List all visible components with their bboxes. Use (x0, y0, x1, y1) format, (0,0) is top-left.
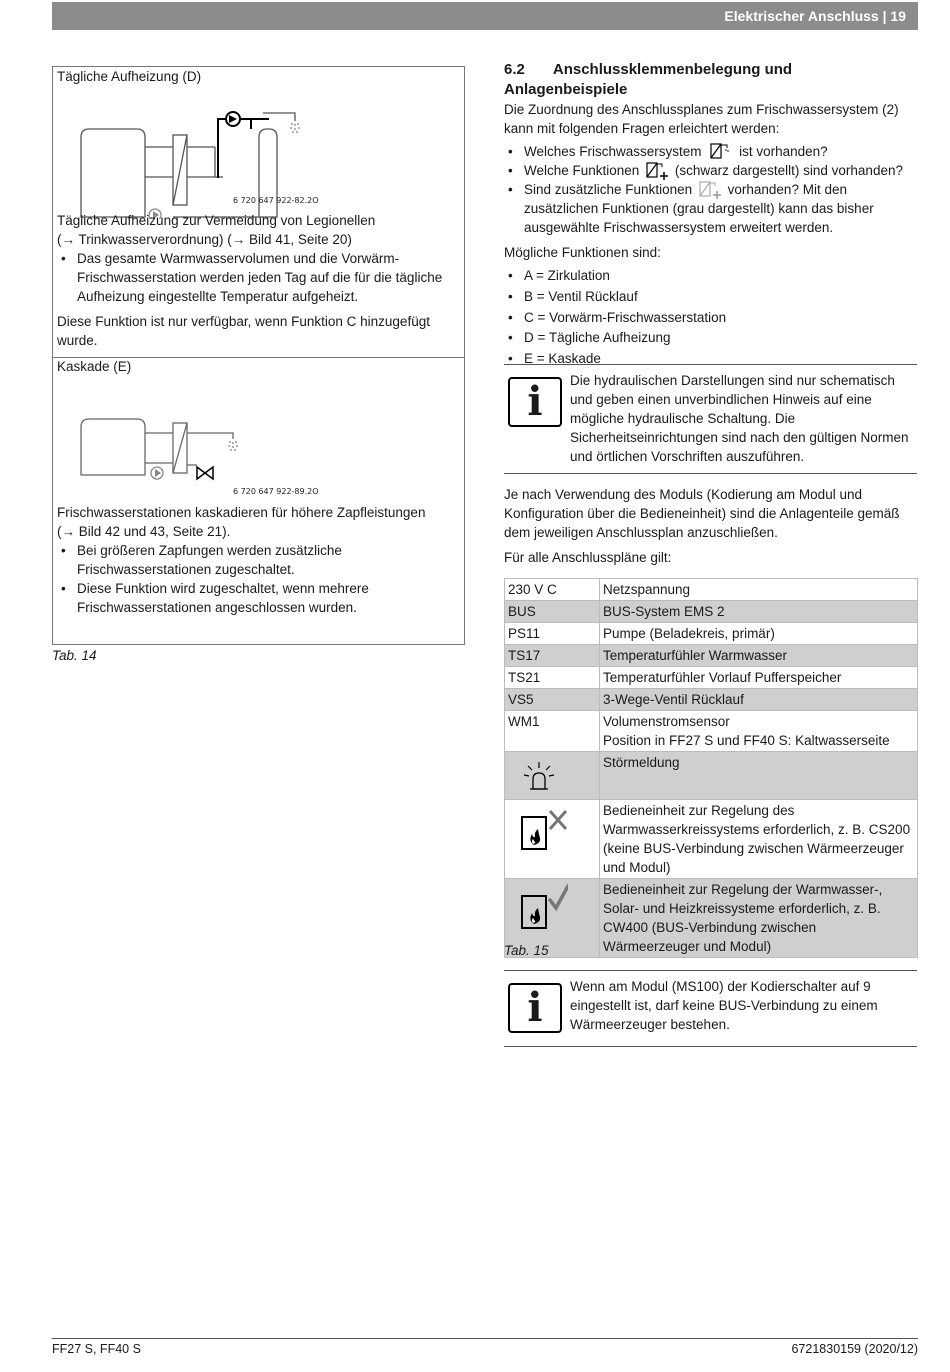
section-number: 6.2 (504, 61, 525, 78)
row-d-note: Diese Funktion ist nur verfügbar, wenn Funktion C hinzugefügt wurde. (57, 314, 430, 348)
info-text: Wenn am Modul (MS100) der Kodierschalter auf 9 eingestellt ist, darf keine BUS-Verbindung zu einem Wärmeerzeuger bestehen. (570, 979, 878, 1032)
section-heading (504, 60, 918, 100)
question-text: vorhanden? Mit den zusätzlichen Funktionen (grau dargestellt) kann das bisher ausgewählte Frischwassersystem erweitert werden. (524, 182, 874, 235)
info-box-hydraulic (504, 364, 917, 474)
table-row (505, 645, 918, 667)
valve-icon (197, 467, 213, 479)
section-title: Anschlussklemmenbelegung und Anlagenbeispiele (504, 61, 793, 98)
table-cell-value (600, 711, 918, 752)
row-e-figure-code: 6 720 647 922-89.2O (233, 487, 319, 496)
row-d-desc-line2: (→ Trinkwasserverordnung) (→ Bild 41, Seite 20) (57, 232, 352, 247)
table-row (505, 601, 918, 623)
table-cell-key (505, 752, 600, 800)
table-cell-value: Bedieneinheit zur Regelung der Warmwasser-, Solar- und Heizkreissysteme erforderlich, z. B. CW400 (BUS-Verbindung zwischen Wärmeerzeuger und Modul) (600, 879, 918, 958)
list-item: • Diese Funktion wird zugeschaltet, wenn mehrere Frischwasserstationen angeschlossen wurden. (57, 579, 461, 617)
question-system (504, 142, 918, 161)
functions-label: Mögliche Funktionen sind: (504, 245, 661, 260)
table-cell-value: Temperaturfühler Warmwasser (600, 645, 918, 667)
cell-line: Position in FF27 S und FF40 S: Kaltwasserseite (603, 733, 890, 748)
cascade-diagram (73, 413, 273, 483)
table-cell-value: 3-Wege-Ventil Rücklauf (600, 689, 918, 711)
function-item: • B = Ventil Rücklauf (504, 287, 918, 308)
row-d-desc-line1: Tägliche Aufheizung zur Vermeidung von Legionellen (57, 213, 376, 228)
question-additional (504, 180, 918, 237)
table-cell-value: BUS-System EMS 2 (600, 601, 918, 623)
table-15-caption: Tab. 15 (504, 943, 549, 958)
functions-gray-icon (698, 181, 722, 199)
question-text: Sind zusätzliche Funktionen (524, 182, 693, 197)
table-row (505, 689, 918, 711)
function-table (52, 66, 465, 645)
info-icon: i (508, 983, 562, 1033)
question-text: (schwarz dargestellt) sind vorhanden? (674, 163, 903, 178)
table-cell-key: TS21 (505, 667, 600, 689)
controller-no-bus-icon (508, 801, 568, 853)
table-cell-key: PS11 (505, 623, 600, 645)
function-item: • A = Zirkulation (504, 266, 918, 287)
table-14-caption: Tab. 14 (52, 648, 97, 663)
question-text: ist vorhanden? (739, 144, 828, 159)
footer-rule (52, 1338, 918, 1339)
info-box-coding-switch (504, 970, 917, 1047)
info-text: Die hydraulischen Darstellungen sind nur schematisch und geben einen unverbindlichen Hinweis auf eine mögliche hydraulische Schaltung. Die Sicherheitseinrichtungen sind nach den gültigen Normen und örtlichen Vorschriften auszuführen. (570, 373, 909, 464)
list-item: • Bei größeren Zapfungen werden zusätzliche Frischwasserstationen zugeschaltet. (57, 541, 461, 579)
question-text: Welches Frischwassersystem (524, 144, 702, 159)
table-row (505, 879, 918, 958)
row-divider (53, 357, 464, 358)
table-cell-value: Temperaturfühler Vorlauf Pufferspeicher (600, 667, 918, 689)
table-row (505, 623, 918, 645)
function-item: • C = Vorwärm-Frischwasserstation (504, 308, 918, 329)
row-e-desc-line2: (→ Bild 42 und 43, Seite 21). (57, 524, 231, 539)
table-cell-value: Pumpe (Beladekreis, primär) (600, 623, 918, 645)
row-d-figure-code: 6 720 647 922-82.2O (233, 196, 319, 205)
table-row (505, 800, 918, 879)
section-intro: Die Zuordnung des Anschlussplanes zum Frischwassersystem (2) kann mit folgenden Fragen erleichtert werden: (504, 102, 899, 136)
functions-black-icon (645, 162, 669, 180)
table-cell-value: Netzspannung (600, 579, 918, 601)
connection-table (504, 578, 918, 958)
row-e-desc-line1: Frischwasserstationen kaskadieren für höhere Zapfleistungen (57, 505, 426, 520)
table-cell-key (505, 800, 600, 879)
info-icon: i (508, 377, 562, 427)
function-item: • D = Tägliche Aufheizung (504, 328, 918, 349)
table-cell-key: TS17 (505, 645, 600, 667)
table-row (505, 752, 918, 800)
row-d-title: Tägliche Aufheizung (D) (57, 69, 202, 84)
function-item: • E = Kaskade (504, 349, 918, 370)
section-6-2 (504, 60, 918, 370)
table-row (505, 579, 918, 601)
page-header (52, 2, 918, 30)
table-cell-key: BUS (505, 601, 600, 623)
table-row (505, 667, 918, 689)
footer-doc-number: 6721830159 (2020/12) (791, 1342, 918, 1356)
footer-model: FF27 S, FF40 S (52, 1342, 141, 1356)
table-cell-key: WM1 (505, 711, 600, 752)
table-cell-key: VS5 (505, 689, 600, 711)
question-text: Welche Funktionen (524, 163, 640, 178)
cell-line: Volumenstromsensor (603, 714, 730, 729)
alarm-light-icon (508, 753, 568, 793)
usage-paragraph: Je nach Verwendung des Moduls (Kodierung am Modul und Konfiguration über die Bedieneinheit) sind die Anlagenteile gemäß dem jeweiligen Anschlussplan anzuschließen. (504, 487, 900, 540)
table-cell-value: Störmeldung (600, 752, 918, 800)
fresh-water-system-icon (709, 143, 731, 159)
controller-bus-icon (508, 880, 568, 932)
all-plans-label: Für alle Anschlusspläne gilt: (504, 550, 672, 565)
header-title: Elektrischer Anschluss | 19 (724, 8, 906, 24)
table-cell-value: Bedieneinheit zur Regelung des Warmwasserkreissystems erforderlich, z. B. CS200 (keine BUS-Verbindung zwischen Wärmeerzeuger und Modul) (600, 800, 918, 879)
table-cell-key: 230 V C (505, 579, 600, 601)
table-row (505, 711, 918, 752)
row-e-title: Kaskade (E) (57, 359, 132, 374)
list-item: • Das gesamte Warmwasservolumen und die Vorwärm-Frischwasserstation werden jeden Tag auf die für die tägliche Aufheizung eingestellte Temperatur aufgeheizt. (57, 249, 461, 306)
question-functions (504, 161, 918, 180)
